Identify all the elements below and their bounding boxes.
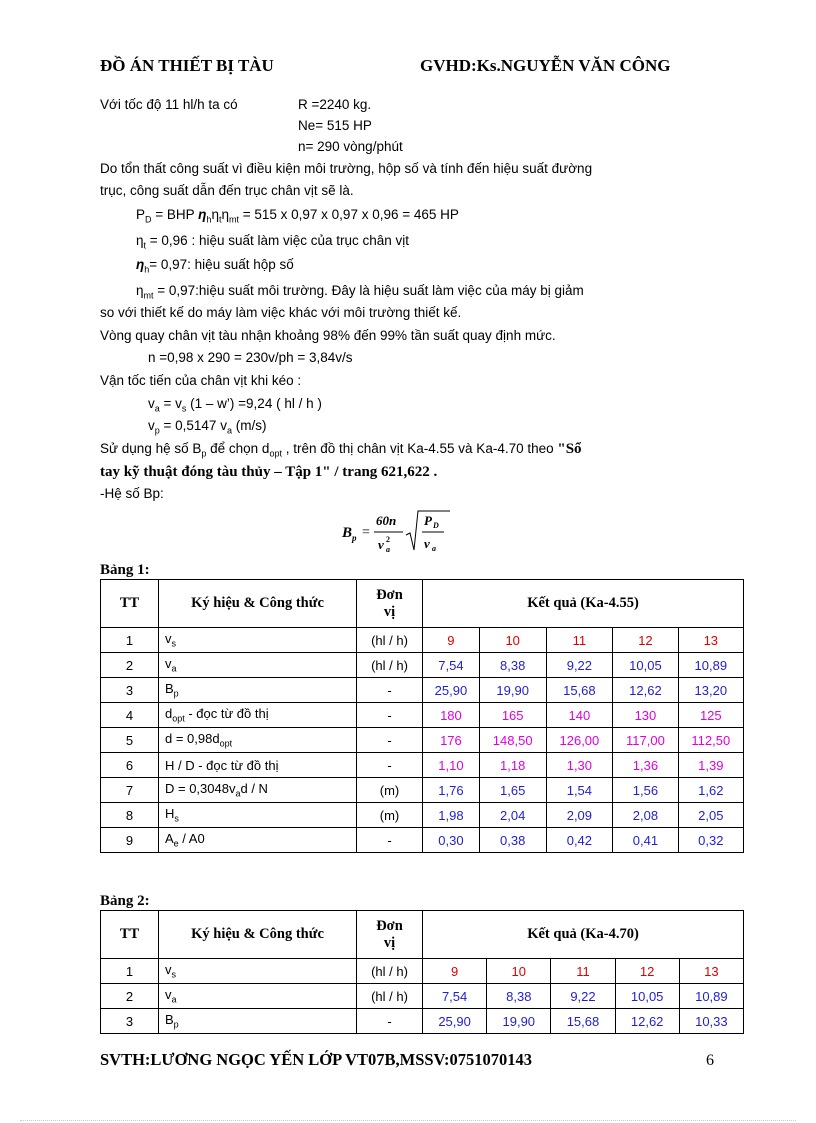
table2-caption: Bảng 2: (100, 893, 150, 909)
col-results: Kết quả (Ka-4.55) (423, 580, 744, 628)
table-row (101, 959, 744, 984)
eta-mt-line: $\eta_{mt}$ = 0,97:hiệu suất môi trường. Đây là hiệu suất làm việc của máy bị giảm (136, 283, 584, 301)
cell-value: 0,42 (546, 828, 613, 853)
cell-value: 19,90 (487, 1009, 551, 1034)
cell-value: 7,54 (423, 984, 487, 1009)
cell-value: 126,00 (546, 728, 613, 753)
table-row (101, 828, 744, 853)
cell-value: 8,38 (479, 653, 546, 678)
cell-unit: (m) (357, 803, 423, 828)
cell-value: 0,32 (678, 828, 743, 853)
cell-value: 0,30 (423, 828, 480, 853)
cell-value: 9,22 (546, 653, 613, 678)
para3: Vòng quay chân vịt tàu nhận khoảng 98% đến 99% tần suất quay định mức. (100, 328, 556, 343)
cell-value: 25,90 (423, 1009, 487, 1034)
cell-tt: 4 (101, 703, 159, 728)
cell-value: 112,50 (678, 728, 743, 753)
cell-tt: 9 (101, 828, 159, 853)
table-row (101, 778, 744, 803)
table-row (101, 653, 744, 678)
svg-text:v: v (378, 537, 384, 552)
speed-label: Với tốc độ 11 hl/h ta có (100, 97, 238, 112)
cell-tt: 7 (101, 778, 159, 803)
cell-value: 2,09 (546, 803, 613, 828)
cell-value: 19,90 (479, 678, 546, 703)
cell-unit: - (357, 1009, 423, 1034)
para1-line1: Do tổn thất công suất vì điều kiện môi trường, hộp số và tính đến hiệu suất đường (100, 161, 593, 176)
cell-value: 130 (613, 703, 678, 728)
cell-unit: (hl / h) (357, 628, 423, 653)
cell-value: 12,62 (613, 678, 678, 703)
svg-text:D: D (433, 521, 439, 530)
cell-value: 165 (479, 703, 546, 728)
cell-symbol: $v_s$ (159, 628, 357, 653)
bp-label: -Hệ số Bp: (100, 486, 164, 501)
table2 (100, 910, 744, 1034)
cell-value: 1,36 (613, 753, 678, 778)
cell-value: 0,38 (479, 828, 546, 853)
cell-value: 1,65 (479, 778, 546, 803)
cell-value: 13 (679, 959, 743, 984)
cell-tt: 3 (101, 678, 159, 703)
col-tt: TT (101, 580, 159, 628)
table-row (101, 1009, 744, 1034)
cell-value: 1,62 (678, 778, 743, 803)
cell-tt: 8 (101, 803, 159, 828)
n-formula: n =0,98 x 290 = 230v/ph = 3,84v/s (148, 350, 353, 365)
cell-value: 10 (487, 959, 551, 984)
table-row (101, 703, 744, 728)
cell-value: 2,08 (613, 803, 678, 828)
cell-value: 1,30 (546, 753, 613, 778)
bp-formula (340, 505, 460, 557)
cell-value: 10,89 (678, 653, 743, 678)
cell-value: 10,05 (613, 653, 678, 678)
svg-text:B: B (342, 525, 353, 541)
cell-value: 1,56 (613, 778, 678, 803)
cell-value: 10,05 (615, 984, 679, 1009)
svg-text:v: v (424, 536, 430, 551)
col-symbol: Ký hiệu & Công thức (159, 911, 357, 959)
cell-value: 148,50 (479, 728, 546, 753)
param-r: R =2240 kg. (298, 97, 372, 112)
cell-value: 176 (423, 728, 480, 753)
table-row (101, 753, 744, 778)
cell-value: 9 (423, 959, 487, 984)
cell-value: 125 (678, 703, 743, 728)
para1-line2: trục, công suất dẫn đến trục chân vịt sẽ là. (100, 183, 354, 198)
footer-left: SVTH:LƯƠNG NGỌC YẾN LỚP VT07B,MSSV:0751070143 (100, 1050, 532, 1069)
cell-value: 180 (423, 703, 480, 728)
cell-value: 11 (551, 959, 615, 984)
param-ne: Ne= 515 HP (298, 118, 372, 133)
cell-value: 10,89 (679, 984, 743, 1009)
cell-value: 1,76 (423, 778, 480, 803)
cell-value: 2,05 (678, 803, 743, 828)
param-n: n= 290 vòng/phút (298, 139, 403, 154)
para4: Vận tốc tiến của chân vịt khi kéo : (100, 373, 302, 388)
cell-tt: 5 (101, 728, 159, 753)
cell-value: 15,68 (551, 1009, 615, 1034)
cell-value: 1,98 (423, 803, 480, 828)
cell-unit: - (357, 703, 423, 728)
cell-value: 9,22 (551, 984, 615, 1009)
cell-unit: - (357, 753, 423, 778)
cell-value: 10 (479, 628, 546, 653)
col-unit: Đơn vị (357, 911, 423, 959)
cell-unit: - (357, 828, 423, 853)
para5-line1: Sử dụng hệ số $B_p$ để chọn $d_{opt}$ , trên đồ thị chân vịt Ka-4.55 và Ka-4.70 theo "Sổ (100, 441, 582, 459)
cell-value: 1,10 (423, 753, 480, 778)
cell-value: 1,18 (479, 753, 546, 778)
vp-formula: $v_p = 0,5147$ $v_a$ (m/s) (148, 418, 267, 436)
svg-text:=: = (362, 525, 370, 540)
cell-symbol: $d_{opt}$ - đọc từ đồ thị (159, 703, 357, 728)
para2: so với thiết kế do máy làm việc khác với môi trường thiết kế. (100, 305, 462, 320)
cell-tt: 2 (101, 653, 159, 678)
col-tt: TT (101, 911, 159, 959)
cell-symbol: $B_p$ (159, 678, 357, 703)
cell-symbol: $D = 0,3048v_ad / N$ (159, 778, 357, 803)
cell-symbol: $v_a$ (159, 653, 357, 678)
cell-unit: (hl / h) (357, 653, 423, 678)
col-unit: Đơn vị (357, 580, 423, 628)
cell-value: 8,38 (487, 984, 551, 1009)
pd-formula: $P_D$ = BHP $\eta_h\eta_t\eta_{mt} = 515$ x 0,97 x 0,97 x 0,96 = 465 HP (136, 207, 459, 225)
svg-text:a: a (386, 545, 390, 554)
para5-line2: tay kỹ thuật đóng tàu thủy – Tập 1" / trang 621,622 . (100, 464, 438, 480)
table-row (101, 678, 744, 703)
page-number: 6 (706, 1052, 714, 1069)
cell-value: 1,54 (546, 778, 613, 803)
cell-value: 9 (423, 628, 480, 653)
cell-symbol: H / D - đọc từ đồ thị (159, 753, 357, 778)
cell-symbol: $d = 0,98d_{opt}$ (159, 728, 357, 753)
cell-value: 15,68 (546, 678, 613, 703)
cell-tt: 1 (101, 628, 159, 653)
cell-symbol: $A_e / A0$ (159, 828, 357, 853)
cell-value: 12 (615, 959, 679, 984)
cell-symbol: $v_s$ (159, 959, 357, 984)
cell-value: 0,41 (613, 828, 678, 853)
svg-text:p: p (352, 533, 357, 543)
cell-unit: - (357, 728, 423, 753)
table1 (100, 579, 744, 853)
cell-symbol: $H_s$ (159, 803, 357, 828)
cell-value: 11 (546, 628, 613, 653)
col-results: Kết quả (Ka-4.70) (423, 911, 744, 959)
table-row (101, 984, 744, 1009)
table-row (101, 628, 744, 653)
cell-value: 25,90 (423, 678, 480, 703)
eta-t-line: $\eta_t = 0,96$ : hiệu suất làm việc của trục chân vịt (136, 233, 410, 251)
table-row (101, 803, 744, 828)
cell-value: 7,54 (423, 653, 480, 678)
cell-value: 2,04 (479, 803, 546, 828)
va-formula: $v_a = v_s$ (1 – w’) =9,24 ( hl / h ) (148, 396, 322, 414)
svg-text:60n: 60n (376, 513, 397, 528)
cell-value: 12,62 (615, 1009, 679, 1034)
cell-unit: - (357, 678, 423, 703)
svg-text:2: 2 (386, 535, 390, 544)
cell-value: 12 (613, 628, 678, 653)
cell-value: 13 (678, 628, 743, 653)
svg-text:a: a (432, 544, 436, 553)
cell-symbol: $v_a$ (159, 984, 357, 1009)
cell-unit: (hl / h) (357, 984, 423, 1009)
svg-text:P: P (424, 513, 432, 528)
cell-tt: 1 (101, 959, 159, 984)
header-right: GVHD:Ks.NGUYỄN VĂN CÔNG (420, 56, 671, 75)
header-left: ĐỒ ÁN THIẾT BỊ TÀU (100, 56, 274, 75)
cell-value: 13,20 (678, 678, 743, 703)
cell-unit: (hl / h) (357, 959, 423, 984)
cell-value: 117,00 (613, 728, 678, 753)
footer-rule (20, 1120, 796, 1121)
cell-symbol: $B_p$ (159, 1009, 357, 1034)
cell-tt: 3 (101, 1009, 159, 1034)
cell-value: 10,33 (679, 1009, 743, 1034)
cell-value: 140 (546, 703, 613, 728)
table-row (101, 728, 744, 753)
cell-value: 1,39 (678, 753, 743, 778)
eta-h-line: $\eta_h= 0,97$: hiệu suất hộp số (136, 257, 294, 275)
table1-caption: Bảng 1: (100, 562, 150, 578)
cell-unit: (m) (357, 778, 423, 803)
cell-tt: 2 (101, 984, 159, 1009)
col-symbol: Ký hiệu & Công thức (159, 580, 357, 628)
cell-tt: 6 (101, 753, 159, 778)
